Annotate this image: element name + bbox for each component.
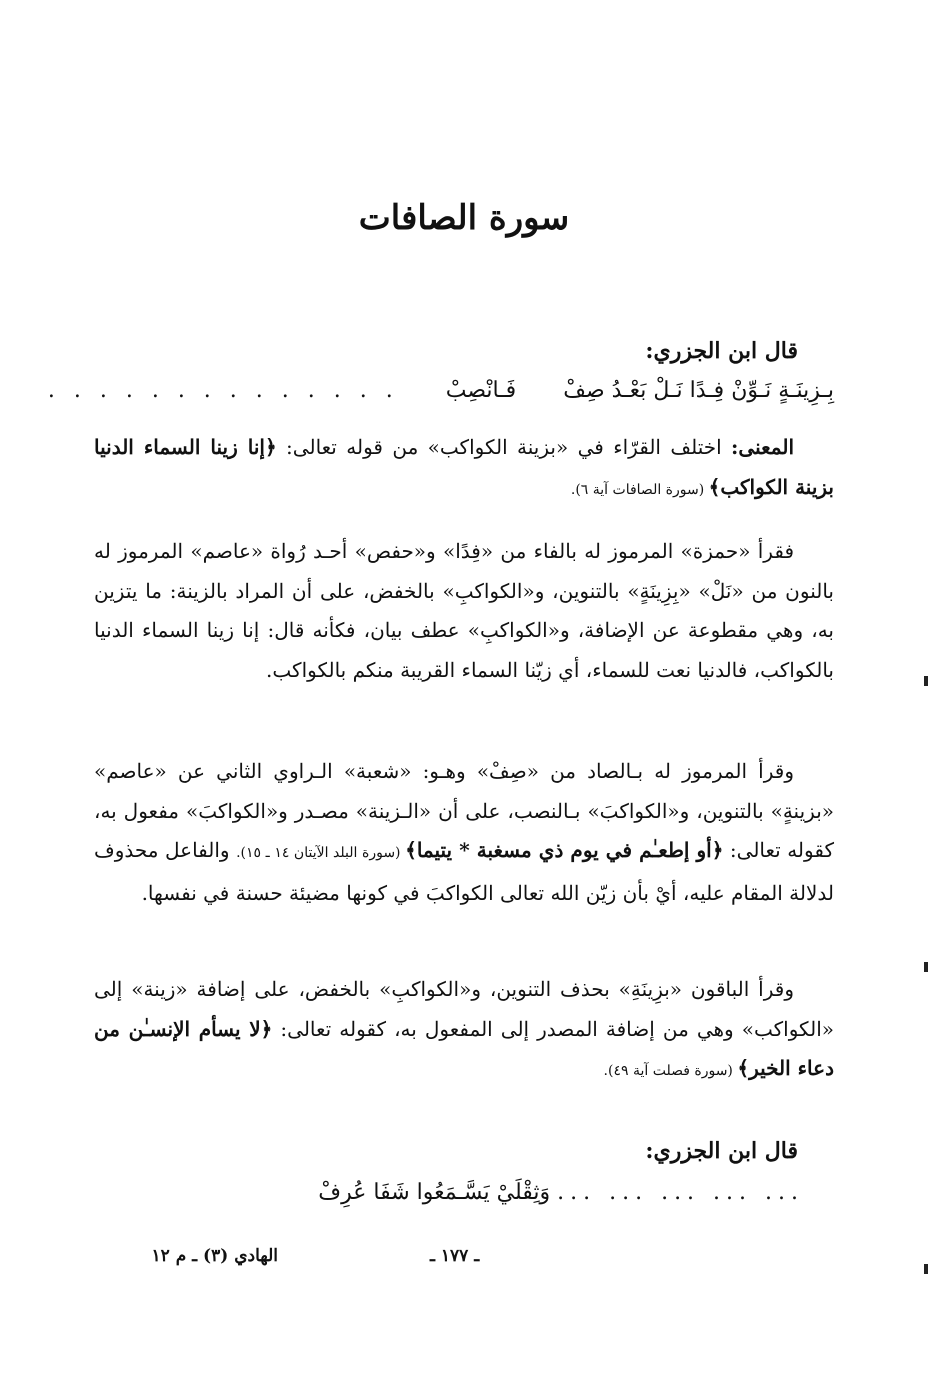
poem-verse-1-hemistich-1: بِـزِينَـةٍ نَـوِّنْ فِـدًا نَـلْ بَعْـدُ صِفْ — [563, 378, 834, 403]
page-edge-mark — [924, 676, 928, 686]
poem-heading-2: قال ابن الجزري: — [645, 1138, 798, 1164]
reading-shuba-text-1: وقرأ المرموز له بـالصاد من «صِفْ» وهـو: «شعبة» الـراوي الثاني عن «عاصم» «بزينةٍ» بالتنوين، و«الكواكبَ» بـالنصب، على أن «الـزينة» مصـدر و«الكواكبَ» مفعول به، كقوله تعالى: — [94, 759, 834, 862]
meaning-paragraph — [94, 428, 834, 510]
poem-verse-1-ellipsis: . . . . . . . . . . . . . . — [47, 378, 399, 403]
meaning-label: المعنى: — [731, 435, 794, 459]
reading-shuba-text-2: والفاعل محذوف لدلالة المقام عليه، أيْ بأن زيّن الله تعالى الكواكبَ في كونها مضيئة حسنة في نفسها. — [94, 838, 834, 905]
quran-quote-3: ﴿لا يسأم الإنسـٰن من دعاء الخير﴾ — [94, 1016, 834, 1080]
poem-verse-2-ellipsis: ... ... ... ... ... — [557, 1180, 804, 1205]
poem-heading-1: قال ابن الجزري: — [645, 338, 798, 364]
poem-verse-2 — [90, 1180, 834, 1205]
quran-quote-2: ﴿أو إطعـٰم في يوم ذي مسغبة * يتيما﴾ — [405, 838, 724, 862]
page-edge-mark — [924, 1264, 928, 1274]
reading-others-paragraph — [94, 970, 834, 1092]
meaning-text: اختلف القرّاء في «بزينة الكواكب» من قوله تعالى: — [276, 435, 732, 459]
quran-quote-1: ﴿إنا زينا السماء الدنيا بزينة الكواكب﴾ — [94, 435, 834, 499]
page-number: ـ ١٧٧ ـ — [430, 1246, 480, 1266]
poem-verse-2-hemistich: وَثِقْلَيْ يَسَّـمَعُوا شَفَا عُرِفْ — [318, 1180, 551, 1205]
reading-hamza-hafs-text: فقرأ «حمزة» المرموز له بالفاء من «فِدًا» و«حفص» أحـد رُواة «عاصم» المرموز له بالنون من «نَلْ» «بِزِينَةٍ» بالتنوين، و«الكواكبِ» بالخفض، على أن المراد بالزينة: ما يتزين به، وهي مقطوعة عن الإضافة، و«الكواكبِ» عطف بيان، فكأنه قال: إنا زينا السماء الدنيا بالكواكب، فالدنيا نعت للسماء، أي زيّنا السماء القريبة منكم بالكواكب. — [94, 539, 834, 682]
book-signature: الهادي (٣) ـ م ١٢ — [151, 1246, 278, 1266]
quran-reference-1: (سورة الصافات آية ٦). — [570, 481, 709, 498]
page-title: سورة الصافات — [358, 198, 570, 238]
poem-verse-1 — [47, 378, 834, 403]
reading-hamza-hafs-paragraph — [94, 532, 834, 690]
reading-shuba-paragraph — [94, 752, 834, 913]
reading-others-text: وقرأ الباقون «بزِينَةِ» بحذف التنوين، و«الكواكبِ» بالخفض، على إضافة «زينة» إلى «الكواكب» وهي من إضافة المصدر إلى المفعول به، كقوله تعالى: — [94, 977, 834, 1041]
quran-reference-3: (سورة فصلت آية ٤٩). — [603, 1063, 738, 1079]
quran-reference-2: (سورة البلد الآيتان ١٤ ـ ١٥). — [236, 845, 406, 861]
page-edge-mark — [924, 962, 928, 972]
poem-verse-1-hemistich-2: فَـانْصِبْ — [445, 378, 517, 403]
